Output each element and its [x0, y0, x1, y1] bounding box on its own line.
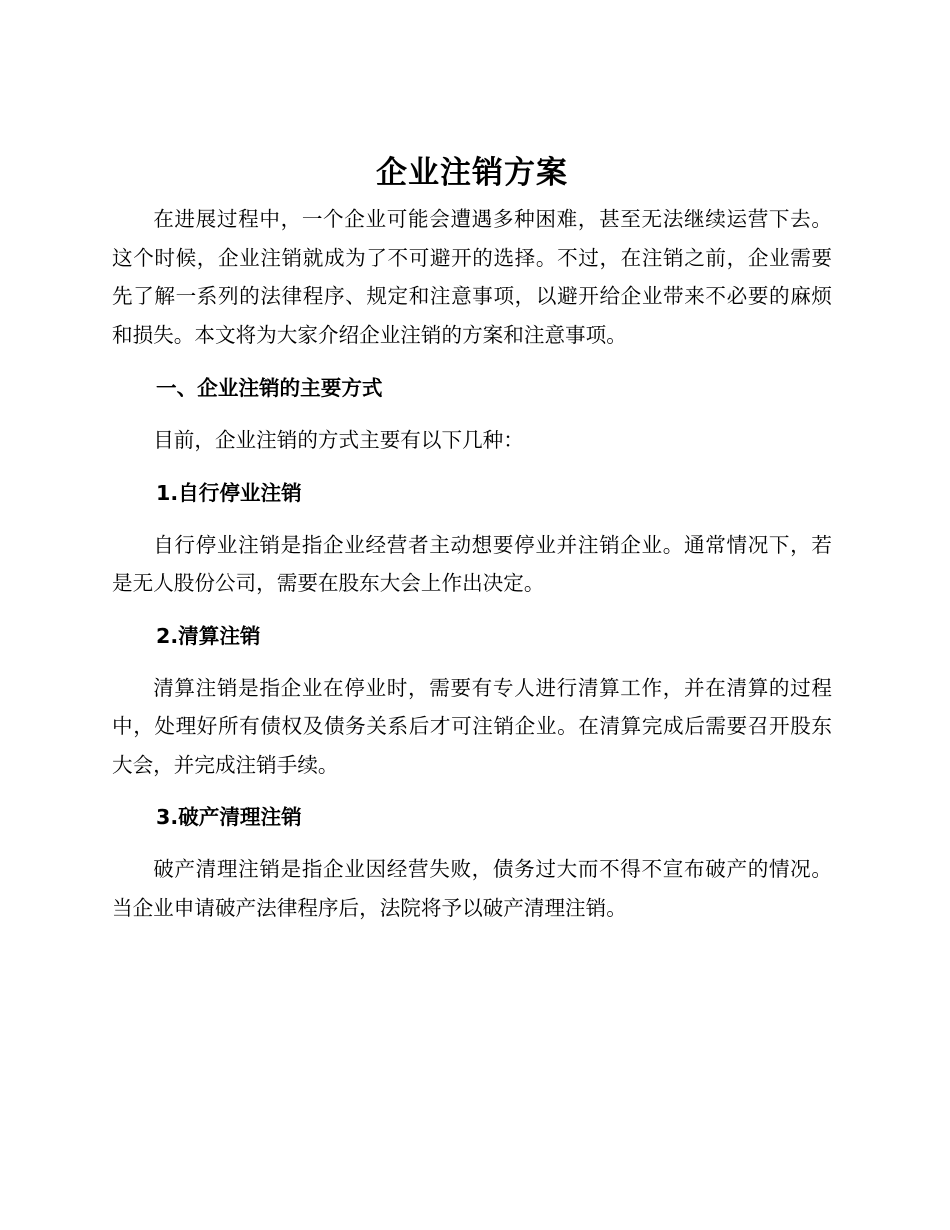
item-heading-bankruptcy: 3.破产清理注销: [156, 805, 302, 829]
item-text-self-closure: 自行停业注销是指企业经营者主动想要停业并注销企业。通常情况下，若是无人股份公司，需要在股东大会上作出决定。: [112, 532, 832, 595]
intro-paragraph: 在进展过程中，一个企业可能会遭遇多种困难，甚至无法继续运营下去。这个时候，企业注销就成为了不可避开的选择。不过，在注销之前，企业需要先了解一系列的法律程序、规定和注意事项，以避开给企业带来不必要的麻烦和损失。本文将为大家介绍企业注销的方案和注意事项。: [112, 207, 832, 347]
item-heading-self-closure: 1.自行停业注销: [156, 480, 302, 505]
item-text-liquidation: 清算注销是指企业在停业时，需要有专人进行清算工作，并在清算的过程中，处理好所有债权及债务关系后才可注销企业。在清算完成后需要召开股东大会，并完成注销手续。: [112, 675, 832, 777]
item-text-bankruptcy: 破产清理注销是指企业因经营失败，债务过大而不得不宣布破产的情况。当企业申请破产法律程序后，法院将予以破产清理注销。: [112, 857, 832, 920]
document-title: 企业注销方案: [376, 155, 568, 191]
item-heading-liquidation: 2.清算注销: [156, 623, 261, 648]
section-lead-paragraph: 目前，企业注销的方式主要有以下几种：: [153, 428, 524, 452]
document-page: [112, 148, 832, 927]
section-heading: 一、企业注销的主要方式: [156, 376, 383, 400]
